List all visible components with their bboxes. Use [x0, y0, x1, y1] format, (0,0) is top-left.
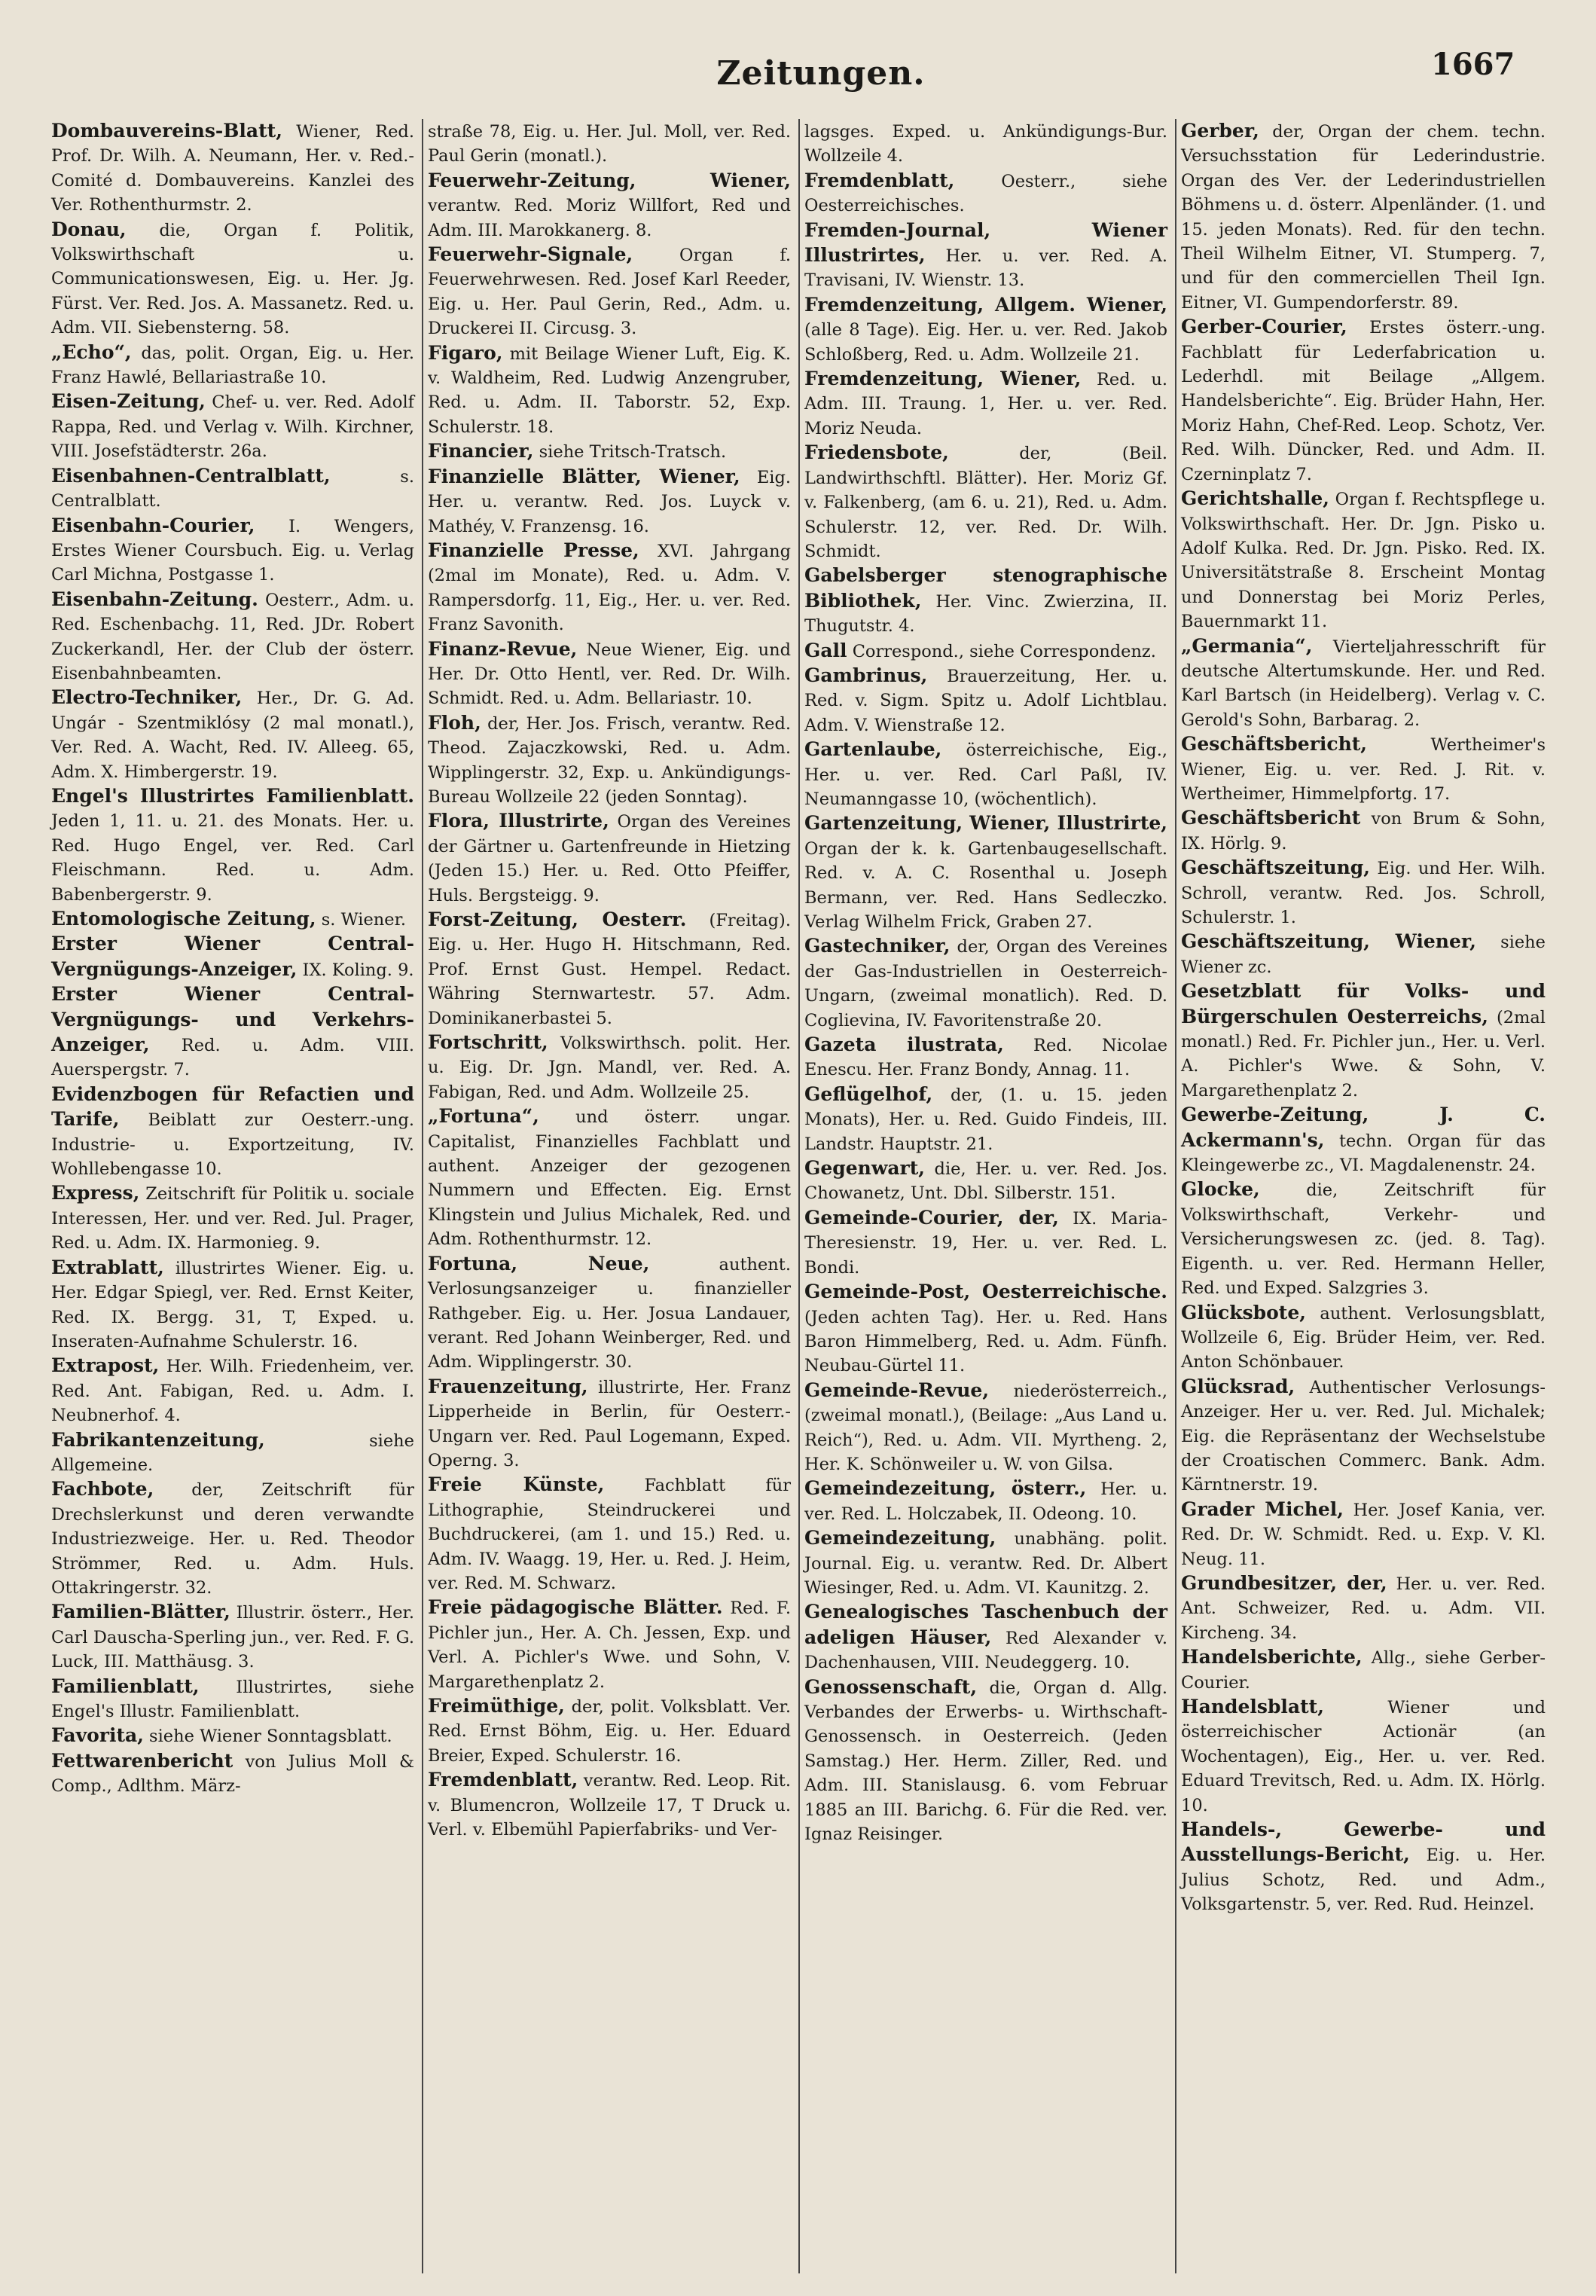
directory-entry	[804, 1675, 1167, 1847]
directory-entry	[51, 1256, 414, 1354]
entry-title: Gemeindezeitung, österr.,	[804, 1477, 1087, 1500]
entry-details: Illustrirtes, siehe Engel's Illustr. Familienblatt.	[51, 1677, 414, 1721]
page-number: 1667	[1431, 47, 1515, 82]
directory-entry	[1181, 1301, 1546, 1375]
directory-entry	[51, 1354, 414, 1427]
entry-title: Fortuna, Neue,	[428, 1252, 650, 1275]
entry-title: Engel's Illustrirtes Familienblatt.	[51, 784, 414, 807]
directory-entry	[51, 1477, 414, 1600]
directory-entry	[428, 711, 791, 810]
entry-title: Fremdenblatt,	[804, 169, 955, 191]
entry-title: Electro-Techniker,	[51, 686, 243, 709]
entry-details: siehe Wiener Sonntagsblatt.	[143, 1727, 392, 1747]
entry-details: Oesterr., siehe Oesterreichisches.	[804, 171, 1167, 216]
entry-title: Freie pädagogische Blätter.	[428, 1596, 723, 1619]
entry-title: Fremdenblatt,	[428, 1769, 578, 1791]
directory-entry	[428, 1694, 791, 1768]
entry-details: techn. Organ für das Kleingewerbe zc., VI. Magdalenenstr. 24.	[1181, 1131, 1546, 1176]
entry-details: (Freitag). Eig. u. Her. Hugo H. Hitschmann, Red. Prof. Ernst Gust. Hempel. Redact. Währing Sternwartestr. 57. Adm. Dominikanerbastei 5.	[428, 911, 791, 1028]
entry-title: Glücksrad,	[1181, 1375, 1295, 1397]
directory-entry	[428, 1104, 791, 1251]
directory-entry	[51, 514, 414, 588]
entry-details: die, Zeitschrift für Volkswirthschaft, Verkehr- und Versicherungswesen zc. (jed. 8. Tag). Eigenth. u. ver. Red. Hermann Heller, Red. und Exped. Salzgries 3.	[1181, 1180, 1546, 1299]
entry-title: Gambrinus,	[804, 664, 928, 686]
entry-details: Her. Vinc. Zwierzina, II. Thugutstr. 4.	[804, 591, 1167, 637]
entry-details: die, Organ f. Politik, Volkswirthschaft u. Communicationswesen, Eig. u. Her. Jg. Fürst. Ver. Red. Jos. A. Massanetz. Red. u. Adm. VII. Siebensterng. 58.	[51, 220, 414, 338]
entry-title: Handels-, Gewerbe- und Ausstellungs-Bericht,	[1181, 1818, 1546, 1866]
column-1	[47, 119, 423, 2273]
entry-details: der, Organ des Vereines der Gas-Industriellen in Oesterreich-Ungarn, (zweimal monatlich). Red. D. Coglievina, IV. Favoritenstraße 20.	[804, 937, 1167, 1030]
directory-entry	[51, 1675, 414, 1724]
entry-details: authent. Verlosungsanzeiger u. finanzieller Rathgeber. Eig. u. Her. Josua Landauer, verant. Red Johann Weinberger, Red. und Adm. Wipplingerstr. 30.	[428, 1254, 791, 1372]
entry-title: Fremden-Journal, Wiener Illustrirtes,	[804, 218, 1167, 267]
entry-title: Geschäftszeitung,	[1181, 856, 1370, 879]
entry-details: Her. u. ver. Red. A. Travisani, IV. Wienstr. 13.	[804, 246, 1167, 291]
entry-title: Fortschritt,	[428, 1031, 548, 1054]
entry-details: siehe Wiener zc.	[1181, 933, 1546, 977]
directory-entry	[428, 1473, 791, 1595]
directory-entry	[1181, 487, 1546, 634]
entry-details: s. Centralblatt.	[51, 466, 414, 511]
entry-details: Brauerzeitung, Her. u. Red. v. Sigm. Spitz u. Adolf Lichtblau. Adm. V. Wienstraße 12.	[804, 666, 1167, 735]
entry-title: Forst-Zeitung, Oesterr.	[428, 908, 687, 930]
directory-entry	[51, 464, 414, 514]
directory-entry	[51, 784, 414, 907]
entry-details: Her. Wilh. Friedenheim, ver. Red. Ant. Fabigan, Red. u. Adm. I. Neubnerhof. 4.	[51, 1357, 414, 1426]
entry-details: Allg., siehe Gerber-Courier.	[1181, 1648, 1546, 1693]
columns-container	[47, 119, 1553, 2273]
entry-details: XVI. Jahrgang (2mal im Monate), Red. u. Adm. V. Rampersdorfg. 11, Eig., Her. u. ver. Red. Franz Savonith.	[428, 541, 791, 635]
entry-title: Finanzielle Blätter, Wiener,	[428, 465, 740, 487]
entry-title: Friedensbote,	[804, 441, 949, 464]
entry-details: (2mal monatl.) Red. Fr. Pichler jun., Her. u. Verl. A. Pichler's Wwe. & Sohn, V. Margarethenplatz 2.	[1181, 1007, 1546, 1101]
entry-title: Gegenwart,	[804, 1157, 925, 1180]
directory-entry	[804, 811, 1167, 934]
entry-details: illustrirtes Wiener. Eig. u. Her. Edgar Spiegl, ver. Red. Ernst Keiter, Red. IX. Bergg. 31, T, Exped. u. Inseraten-Aufnahme Schulerstr. 16.	[51, 1258, 414, 1351]
directory-entry	[1181, 634, 1546, 733]
directory-entry	[428, 1768, 791, 1842]
entry-title: Finanz-Revue,	[428, 637, 578, 660]
entry-details: der, (Beil. Landwirthschftl. Blätter). Her. Moriz Gf. v. Falkenberg, (am 6. u. 21), Red. u. Adm. Schulerstr. 12, ver. Red. Dr. Wilh. Schmidt.	[804, 444, 1167, 561]
directory-entry	[804, 1033, 1167, 1082]
directory-entry	[804, 1280, 1167, 1379]
entry-title: Freimüthige,	[428, 1695, 565, 1717]
entry-title: Erster Wiener Central-Vergnügungs- und Verkehrs-Anzeiger,	[51, 983, 414, 1056]
entry-title: Donau,	[51, 218, 127, 240]
entry-details: (Jeden achten Tag). Her. u. Red. Hans Baron Himmelberg, Red. u. Adm. Fünfh. Neubau-Gürtel 11.	[804, 1307, 1167, 1376]
entry-details: Jeden 1, 11. u. 21. des Monats. Her. u. Red. Hugo Engel, ver. Red. Carl Fleischmann. Red. u. Adm. Babenbergerstr. 9.	[51, 811, 414, 905]
directory-entry	[804, 1600, 1167, 1675]
entry-details: s. Wiener.	[316, 910, 407, 930]
entry-details: Fachblatt für Lithographie, Steindruckerei und Buchdruckerei, (am 1. und 15.) Red. u. Adm. IV. Waagg. 19, Her. u. Red. J. Heim, ver. Red. M. Schwarz.	[428, 1476, 791, 1593]
entry-title: Extrablatt,	[51, 1256, 164, 1278]
entry-details: Correspond., siehe Correspondenz.	[847, 641, 1156, 661]
directory-entry	[428, 341, 791, 440]
entry-details: Wertheimer's Wiener, Eig. u. ver. Red. J. Rit. v. Wertheimer, Himmelpfortg. 17.	[1181, 735, 1546, 804]
entry-title: Erster Wiener Central-Vergnügungs-Anzeiger,	[51, 933, 414, 980]
directory-entry	[428, 1030, 791, 1104]
entry-details: österreichische, Eig., Her. u. ver. Red. Carl Paßl, IV. Neumanngasse 10, (wöchentlich).	[804, 740, 1167, 809]
entry-details: Her., Dr. G. Ad. Ungár - Szentmiklósy (2 mal monatl.), Ver. Red. A. Wacht, Red. IV. Alleeg. 65, Adm. X. Himbergerstr. 19.	[51, 688, 414, 782]
entry-title: Gesetzblatt für Volks- und Bürgerschulen Oesterreichs,	[1181, 980, 1546, 1027]
entry-title: Eisen-Zeitung,	[51, 390, 206, 413]
directory-entry	[804, 1526, 1167, 1600]
entry-title: Geschäftsbericht	[1181, 807, 1361, 829]
entry-title: Feuerwehr-Signale,	[428, 243, 633, 266]
entry-details: von Julius Moll & Comp., Adlthm. März-	[51, 1751, 414, 1797]
entry-title: Gerber-Courier,	[1181, 316, 1347, 338]
directory-entry	[51, 340, 414, 390]
entry-details: der, polit. Volksblatt. Ver. Red. Ernst Böhm, Eig. u. Her. Eduard Breier, Exped. Schulerstr. 16.	[428, 1697, 791, 1766]
entry-details: mit Beilage Wiener Luft, Eig. K. v. Waldheim, Red. Ludwig Anzengruber, Red. u. Adm. II. Taborstr. 52, Exp. Schulerstr. 18.	[428, 343, 791, 437]
entry-details: Red Alexander v. Dachenhausen, VIII. Neudeggerg. 10.	[804, 1628, 1167, 1673]
directory-entry	[804, 664, 1167, 737]
directory-entry	[1181, 930, 1546, 979]
entry-details: Organ f. Feuerwehrwesen. Red. Josef Karl Reeder, Eig. u. Her. Paul Gerin, Red., Adm. u. Druckerei II. Circusg. 3.	[428, 246, 791, 339]
entry-details: siehe Allgemeine.	[51, 1430, 414, 1475]
entry-title: Gemeinde-Revue,	[804, 1379, 990, 1401]
entry-details: IX. Maria-Theresienstr. 19, Her. u. ver. Red. L. Bondi.	[804, 1208, 1167, 1278]
entry-title: Geschäftsbericht,	[1181, 733, 1368, 756]
entry-title: Gemeinde-Courier, der,	[804, 1206, 1059, 1229]
directory-entry	[1181, 1645, 1546, 1695]
directory-entry	[428, 1375, 791, 1473]
entry-title: Express,	[51, 1182, 140, 1204]
entry-title: Flora, Illustrirte,	[428, 810, 609, 832]
entry-details: der, Her. Jos. Frisch, verantw. Red. Theod. Zajaczkowski, Red. u. Adm. Wipplingerstr. 32, Exp. u. Ankündigungs-Bureau Wollzeile 22 (jeden Sonntag).	[428, 713, 791, 807]
directory-entry	[428, 119, 791, 169]
entry-title: Finanzielle Presse,	[428, 539, 639, 561]
entry-details: Illustrir. österr., Her. Carl Dauscha-Sperling jun., ver. Red. F. G. Luck, III. Matthäusg. 3.	[51, 1603, 414, 1672]
directory-entry	[804, 367, 1167, 441]
entry-title: Figaro,	[428, 341, 503, 364]
entry-details: illustrirte, Her. Franz Lipperheide in Berlin, für Oesterr.-Ungarn ver. Red. Paul Logemann, Exped. Operng. 3.	[428, 1377, 791, 1470]
directory-entry	[1181, 1375, 1546, 1498]
entry-title: Fremdenzeitung, Wiener,	[804, 368, 1082, 390]
entry-details: der, Organ der chem. techn. Versuchsstation für Lederindustrie. Organ des Ver. der Lederindustriellen Böhmens u. d. österr. Alpenländer. (1. und 15. jeden Monats). Red. für den techn. Theil Wilhelm Eitner, VI. Stumperg. 7, und für den commerciellen Theil Ign. Eitner, VI. Gumpendorferstr. 89.	[1181, 122, 1546, 313]
entry-details: Vierteljahresschrift für deutsche Altertumskunde. Her. und Red. Karl Bartsch (in Heidelberg). Verlag v. C. Gerold's Sohn, Barbarag. 2.	[1181, 637, 1546, 730]
entry-title: Gemeindezeitung,	[804, 1527, 996, 1549]
entry-title: Grundbesitzer, der,	[1181, 1571, 1387, 1594]
entry-title: Eisenbahnen-Centralblatt,	[51, 464, 331, 487]
entry-title: Gewerbe-Zeitung, J. C. Ackermann's,	[1181, 1104, 1546, 1151]
entry-details: Oesterr., Adm. u. Red. Eschenbachg. 11, Red. JDr. Robert Zuckerkandl, Her. der Club der österr. Eisenbahnbeamten.	[51, 590, 414, 683]
entry-title: Familienblatt,	[51, 1675, 200, 1697]
entry-title: Eisenbahn-Courier,	[51, 514, 255, 536]
directory-entry	[804, 1156, 1167, 1206]
page-title: Zeitungen.	[716, 54, 926, 93]
entry-details: Authentischer Verlosungs-Anzeiger. Her u. ver. Red. Jul. Michalek; Eig. die Repräsentanz der Wechselstube der Croatischen Commerc. Bank. Adm. Kärntnerstr. 19.	[1181, 1377, 1546, 1495]
entry-details: niederösterreich., (zweimal monatl.), (Beilage: „Aus Land u. Reich“), Red. u. Adm. VII. Myrtheng. 2, Her. K. Schönweiler u. W. von Gilsa.	[804, 1381, 1167, 1474]
entry-details: Red. u. Adm. VIII. Auerspergstr. 7.	[51, 1036, 414, 1080]
entry-title: Fachbote,	[51, 1478, 154, 1501]
directory-entry	[51, 932, 414, 982]
entry-title: Glocke,	[1181, 1178, 1260, 1201]
entry-details: Red. u. Adm. III. Traung. 1, Her. u. ver. Red. Moriz Neuda.	[804, 370, 1167, 438]
entry-details: siehe Tritsch-Tratsch.	[533, 442, 727, 463]
entry-title: Dombauvereins-Blatt,	[51, 120, 282, 142]
entry-details: Red. F. Pichler jun., Her. A. Ch. Jessen, Exp. und Verl. A. Pichler's Wwe. und Sohn, V. Margarethenplatz 2.	[428, 1598, 791, 1692]
directory-entry	[804, 119, 1167, 169]
entry-title: Genealogisches Taschenbuch der adeligen Häuser,	[804, 1601, 1167, 1648]
directory-entry	[804, 1082, 1167, 1156]
entry-details: Erstes österr.-ung. Fachblatt für Lederfabrication u. Lederhdl. mit Beilage „Allgem. Handelsberichte“. Eig. Brüder Hahn, Her. Moriz Hahn, Chef-Red. Leop. Schotz, Ver. Red. Wilh. Düncker, Red. und Adm. II. Czerninplatz 7.	[1181, 318, 1546, 484]
directory-entry	[1181, 1498, 1546, 1571]
directory-entry	[428, 1252, 791, 1375]
entry-details: Eig. Her. u. verantw. Red. Jos. Luyck v. Mathéy, V. Franzensg. 16.	[428, 467, 791, 536]
entry-details: Wiener und österreichischer Actionär (an Wochentagen), Eig., Her. u. ver. Red. Eduard Trevitsch, Red. u. Adm. IX. Hörlg. 10.	[1181, 1698, 1546, 1815]
directory-entry	[51, 982, 414, 1082]
entry-title: Evidenzbogen für Refactien und Tarife,	[51, 1082, 414, 1131]
directory-entry	[428, 243, 791, 341]
entry-details: verantw. Red. Leop. Rit. v. Blumencron, Wollzeile 17, T Druck u. Verl. v. Elbemühl Papierfabriks- und Ver-	[428, 1771, 791, 1840]
directory-entry	[428, 1595, 791, 1694]
directory-entry	[428, 539, 791, 637]
directory-entry	[428, 169, 791, 243]
column-4	[1176, 119, 1553, 2273]
directory-entry	[804, 218, 1167, 293]
directory-entry	[51, 685, 414, 784]
directory-entry	[51, 1082, 414, 1182]
entry-title: Gerichtshalle,	[1181, 487, 1329, 510]
directory-entry	[428, 637, 791, 711]
entry-title: Gazeta ilustrata,	[804, 1034, 1004, 1056]
entry-details: der, (1. u. 15. jeden Monats), Her. u. Red. Guido Findeis, III. Landstr. Hauptstr. 21.	[804, 1085, 1167, 1154]
directory-entry	[51, 907, 414, 932]
entry-title: Gerber,	[1181, 120, 1259, 142]
entry-details: Eig. und Her. Wilh. Schroll, verantw. Red. Jos. Schroll, Schulerstr. 1.	[1181, 859, 1546, 927]
directory-entry	[804, 169, 1167, 218]
entry-title: „Germania“,	[1181, 634, 1313, 657]
entry-title: Extrapost,	[51, 1354, 160, 1377]
directory-entry	[428, 439, 791, 464]
entry-details: Her. u. ver. Red. L. Holczabek, II. Odeong. 10.	[804, 1479, 1167, 1524]
entry-details: Her. Josef Kania, ver. Red. Dr. W. Schmidt. Red. u. Exp. V. Kl. Neug. 11.	[1181, 1500, 1546, 1569]
entry-title: Fabrikantenzeitung,	[51, 1428, 265, 1451]
entry-title: Geschäftszeitung, Wiener,	[1181, 930, 1476, 953]
entry-details: IX. Koling. 9.	[297, 960, 414, 980]
directory-entry	[804, 441, 1167, 563]
directory-entry	[804, 737, 1167, 811]
directory-entry	[51, 389, 414, 463]
entry-title: Floh,	[428, 711, 481, 734]
directory-entry	[51, 1181, 414, 1255]
directory-entry	[1181, 1103, 1546, 1177]
entry-title: Grader Michel,	[1181, 1498, 1344, 1520]
entry-title: Frauenzeitung,	[428, 1375, 588, 1397]
entry-title: Genossenschaft,	[804, 1675, 978, 1698]
directory-entry	[804, 563, 1167, 638]
entry-details: Volkswirthsch. polit. Her. u. Eig. Dr. Jgn. Mandl, ver. Red. A. Fabigan, Red. und Adm. Wollzeile 25.	[428, 1034, 791, 1102]
column-2	[423, 119, 800, 2273]
directory-entry	[804, 639, 1167, 664]
entry-title: „Fortuna“,	[428, 1105, 539, 1128]
entry-details: Neue Wiener, Eig. und Her. Dr. Otto Hentl, ver. Red. Dr. Wilh. Schmidt. Red. u. Adm. Bellariastr. 10.	[428, 640, 791, 709]
entry-details: Zeitschrift für Politik u. sociale Interessen, Her. und ver. Red. Jul. Prager, Red. u. Adm. IX. Harmonieg. 9.	[51, 1184, 414, 1253]
directory-entry	[1181, 1695, 1546, 1818]
entry-details: Organ der k. k. Gartenbaugesellschaft. Red. v. A. C. Rosenthal u. Joseph Bermann, ver. Red. Hans Sedleczko. Verlag Wilhelm Frick, Graben 27.	[804, 838, 1167, 932]
entry-title: Handelsblatt,	[1181, 1696, 1324, 1717]
directory-entry	[804, 293, 1167, 367]
entry-title: Fettwarenbericht	[51, 1749, 233, 1772]
entry-title: Glücksbote,	[1181, 1301, 1306, 1324]
entry-title: Handelsberichte,	[1181, 1646, 1363, 1669]
entry-details: lagsges. Exped. u. Ankündigungs-Bur. Wollzeile 4.	[804, 122, 1167, 166]
entry-details: und österr. ungar. Capitalist, Finanzielles Fachblatt und authent. Anzeiger der gezogenen Nummern und Effecten. Eig. Ernst Klingstein und Julius Michalek, Red. und Adm. Rothenthurmstr. 12.	[428, 1107, 791, 1250]
entry-details: Organ f. Rechtspflege u. Volkswirthschaft. Her. Dr. Jgn. Pisko u. Adolf Kulka. Red. Dr. Jgn. Pisko. Red. IX. Universitätstraße 8. Erscheint Montag und Donnerstag bei Moriz Perles, Bauernmarkt 11.	[1181, 490, 1546, 632]
entry-title: „Echo“,	[51, 340, 132, 363]
entry-title: Financier,	[428, 440, 534, 463]
entry-title: Gartenzeitung, Wiener, Illustrirte,	[804, 812, 1167, 835]
entry-details: (alle 8 Tage). Eig. Her. u. ver. Red. Jakob Schloßberg, Red. u. Adm. Wollzeile 21.	[804, 320, 1167, 365]
entry-title: Gastechniker,	[804, 935, 951, 957]
entry-title: Feuerwehr-Zeitung, Wiener,	[428, 169, 791, 191]
directory-entry	[1181, 732, 1546, 806]
entry-details: von Brum & Sohn, IX. Hörlg. 9.	[1181, 809, 1546, 853]
entry-details: verantw. Red. Moriz Willfort, Red und Adm. III. Marokkanerg. 8.	[428, 196, 791, 240]
entry-title: Eisenbahn-Zeitung.	[51, 588, 258, 610]
entry-title: Fremdenzeitung, Allgem. Wiener,	[804, 293, 1167, 316]
directory-entry	[428, 465, 791, 539]
directory-entry	[51, 1428, 414, 1478]
entry-title: Freie Künste,	[428, 1473, 605, 1496]
directory-entry	[1181, 1818, 1546, 1917]
directory-entry	[804, 1476, 1167, 1526]
directory-entry	[1181, 119, 1546, 315]
directory-entry	[51, 588, 414, 686]
directory-entry	[804, 934, 1167, 1033]
entry-details: Eig. u. Her. Julius Schotz, Red. und Adm., Volksgartenstr. 5, ver. Red. Rud. Heinzel.	[1181, 1846, 1546, 1915]
entry-details: I. Wengers, Erstes Wiener Coursbuch. Eig. u. Verlag Carl Michna, Postgasse 1.	[51, 516, 414, 585]
directory-entry	[804, 1379, 1167, 1477]
entry-details: authent. Verlosungsblatt, Wollzeile 6, Eig. Brüder Heim, ver. Red. Anton Schönbauer.	[1181, 1303, 1546, 1372]
entry-details: Wiener, Red. Prof. Dr. Wilh. A. Neumann, Her. v. Red.-Comité d. Dombauvereins. Kanzlei des Ver. Rothenthurmstr. 2.	[51, 122, 414, 215]
entry-title: Gall	[804, 639, 847, 661]
entry-details: straße 78, Eig. u. Her. Jul. Moll, ver. Red. Paul Gerin (monatl.).	[428, 122, 791, 166]
directory-entry	[1181, 806, 1546, 856]
entry-details: Chef- u. ver. Red. Adolf Rappa, Red. und Verlag v. Wilh. Kirchner, VIII. Josefstädterstr. 26a.	[51, 392, 414, 462]
directory-entry	[51, 1724, 414, 1748]
entry-details: Beiblatt zur Oesterr.-ung. Industrie- u. Exportzeitung, IV. Wohllebengasse 10.	[51, 1110, 414, 1180]
entry-details: der, Zeitschrift für Drechslerkunst und deren verwandte Industriezweige. Her. u. Red. Theodor Strömmer, Red. u. Adm. Huls. Ottakringerstr. 32.	[51, 1480, 414, 1598]
entry-details: Red. Nicolae Enescu. Her. Franz Bondy, Annag. 11.	[804, 1036, 1168, 1080]
directory-entry	[1181, 856, 1546, 930]
directory-entry	[428, 908, 791, 1030]
directory-entry	[51, 119, 414, 218]
entry-title: Entomologische Zeitung,	[51, 908, 316, 930]
column-3	[800, 119, 1176, 2273]
entry-details: unabhäng. polit. Journal. Eig. u. verantw. Red. Dr. Albert Wiesinger, Red. u. Adm. VI. Kaunitzg. 2.	[804, 1529, 1167, 1598]
entry-title: Favorita,	[51, 1724, 144, 1747]
directory-entry	[428, 809, 791, 908]
directory-entry	[1181, 1177, 1546, 1300]
entry-details: Her. u. ver. Red. Ant. Schweizer, Red. u. Adm. VII. Kircheng. 34.	[1181, 1574, 1546, 1643]
directory-entry	[51, 218, 414, 340]
directory-entry	[1181, 1571, 1546, 1645]
entry-title: Familien-Blätter,	[51, 1601, 230, 1623]
entry-title: Gartenlaube,	[804, 738, 942, 761]
entry-title: Gabelsberger stenographische Bibliothek,	[804, 564, 1167, 612]
directory-entry	[51, 1600, 414, 1674]
directory-entry	[1181, 315, 1546, 487]
directory-entry	[1181, 979, 1546, 1103]
entry-details: die, Her. u. ver. Red. Jos. Chowanetz, Unt. Dbl. Silberstr. 151.	[804, 1159, 1167, 1204]
directory-entry	[804, 1206, 1167, 1280]
entry-title: Geflügelhof,	[804, 1082, 933, 1105]
entry-details: Organ des Vereines der Gärtner u. Gartenfreunde in Hietzing (Jeden 15.) Her. u. Red. Otto Pfeiffer, Huls. Bergsteigg. 9.	[428, 812, 791, 905]
entry-details: das, polit. Organ, Eig. u. Her. Franz Hawlé, Bellariastraße 10.	[51, 343, 414, 388]
entry-title: Gemeinde-Post, Oesterreichische.	[804, 1281, 1167, 1303]
entry-details: die, Organ d. Allg. Verbandes der Erwerbs- u. Wirthschaft-Genossensch. in Oesterreich. (Jeden Samstag.) Her. Herm. Ziller, Red. und Adm. III. Stanislausg. 6. vom Februar 1885 an III. Barichg. 6. Für die Red. ver. Ignaz Reisinger.	[804, 1678, 1167, 1845]
directory-entry	[51, 1749, 414, 1799]
